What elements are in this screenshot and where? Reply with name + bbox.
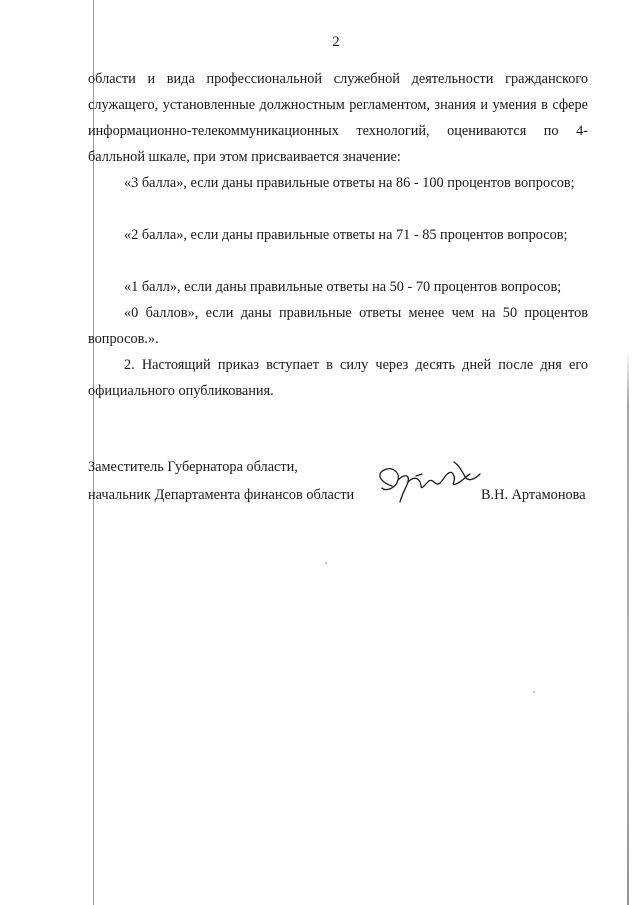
handwritten-signature — [370, 452, 485, 512]
paragraph-intro: области и вида профессиональной служебной деятельности гражданского служащего, установленные должностным регламентом, знания и умения в сфере информационно-телекоммуникационных технологий, оцениваются по 4-балльной шкале, при этом присваивается значение: — [88, 71, 588, 165]
signatory-position-line-2: начальник Департамента финансов области — [88, 487, 355, 503]
signatory-name: В.Н. Артамонова — [481, 487, 586, 503]
score-item-2: «2 балла», если даны правильные ответы на 71 - 85 процентов вопросов; — [124, 227, 568, 243]
scan-edge-shadow — [627, 350, 629, 905]
scan-speck — [325, 562, 327, 564]
score-item-0: «0 баллов», если даны правильные ответы менее чем на 50 процентов вопросов.». — [88, 305, 588, 347]
signatory-position — [88, 453, 354, 509]
score-item-3: «3 балла», если даны правильные ответы на 86 - 100 процентов вопросов; — [124, 175, 575, 191]
page-number: 2 — [332, 34, 340, 50]
scan-speck — [533, 691, 535, 693]
signatory-position-line-1: Заместитель Губернатора области, — [88, 459, 298, 475]
score-item-1: «1 балл», если даны правильные ответы на 50 - 70 процентов вопросов; — [124, 279, 562, 295]
paragraph-effective-date: 2. Настоящий приказ вступает в силу через десять дней после дня его официального опубликования. — [88, 357, 588, 399]
